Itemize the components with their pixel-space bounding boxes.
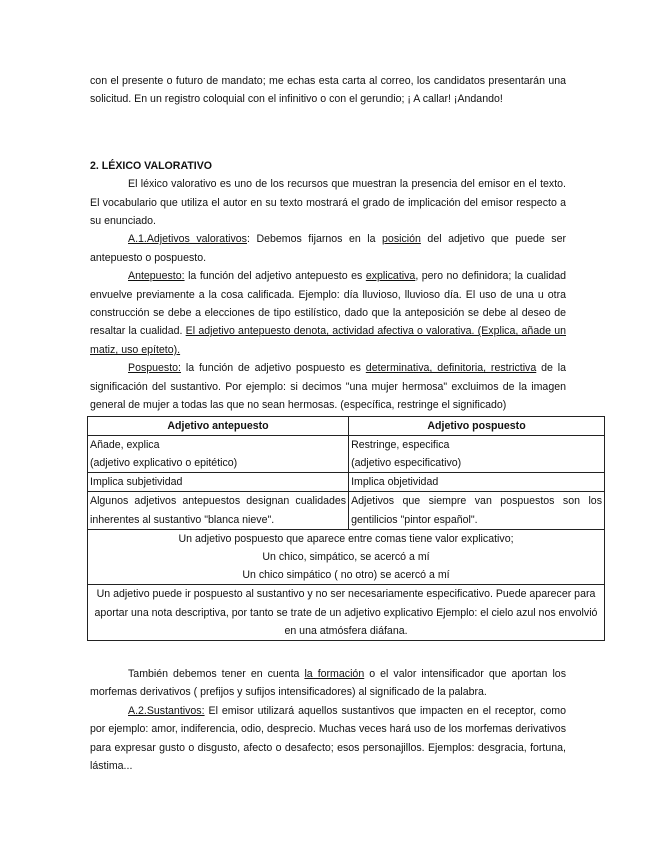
table-row [88,454,605,473]
table-row [88,473,605,492]
text-run: También debemos tener en cuenta [128,667,305,680]
table-header-row [88,416,605,435]
table-cell: (adjetivo explicativo o epitético) [88,454,349,473]
antepuesto-label: Antepuesto: [128,270,185,283]
formacion-paragraph [90,665,566,702]
posicion-term: posición [382,233,421,246]
explicativa-term: explicativa [365,270,416,283]
table-cell: Adjetivos que siempre van pospuestos son los gentilicios "pintor español". [349,492,605,529]
text-run: El emisor utilizará aquellos sustantivos que impacten en el receptor, como por ejemplo: amor, indiferencia, odio, desprecio. Muchas veces hará uso de los morfemas derivativos para expresar gusto o disgusto, afecto o desafecto; esos personajillos. Ejemplos: desgracia, fortuna, lástima... [90,704,566,772]
text-run: , pero no definidora; la cualidad envuelve previamente a la cosa calificada. Ejemplo: día lluvioso, lluvioso día. El uso de una u otra construcción se debe a elecciones de tipo estilístico, dado que la anteposición se debe al deseo de resaltar la cualidad. [90,270,567,338]
table-cell: Implica objetividad [349,473,605,492]
note-line: Un adjetivo pospuesto que aparece entre comas tiene valor explicativo; [178,532,514,545]
note-line: Un chico simpático ( no otro) se acercó a mí [242,569,450,582]
table-cell: (adjetivo especificativo) [349,454,605,473]
antepuesto-paragraph [90,267,566,359]
formacion-term: la formación [304,667,365,680]
table-final-row [88,585,605,641]
comparison-table [87,416,605,641]
text-run: : Debemos fijarnos en la [246,233,383,246]
table-note-row [88,529,605,585]
table-note-cell [88,529,605,585]
intro-paragraph: con el presente o futuro de mandato; me echas esta carta al correo, los candidatos presentarán una solicitud. En un registro coloquial con el infinitivo o con el gerundio; ¡ A callar! ¡Andando! [90,75,566,106]
document-page [90,72,602,775]
pospuesto-terms: determinativa, definitoria, restrictiva [365,362,537,375]
table-final-cell: Un adjetivo puede ir pospuesto al sustantivo y no ser necesariamente especificativo. Puede aparecer para aportar una nota descriptiva, por tanto se trate de un adjetivo explicativo Ejemplo: el cielo azul nos envolvió en una atmósfera diáfana. [88,585,605,641]
note-line: Un chico, simpático, se acercó a mí [262,550,430,563]
table-row [88,435,605,454]
table-row [88,492,605,529]
pospuesto-paragraph [90,359,566,414]
pospuesto-label: Pospuesto: [128,362,182,375]
section-heading: 2. LÉXICO VALORATIVO [90,159,213,172]
table-cell: Restringe, especifica [349,435,605,454]
text-run: o el valor intensificador que aportan los morfemas derivativos ( prefijos y sufijos intensificadores) al significado de la palabra. [90,667,566,699]
header-pospuesto: Adjetivo pospuesto [349,416,605,435]
text-run: la función de adjetivo pospuesto es [181,362,366,375]
text-run: del adjetivo que puede ser antepuesto o pospuesto. [90,233,566,264]
adjetivos-valorativos-paragraph [90,230,566,267]
table-cell: Implica subjetividad [88,473,349,492]
antepuesto-summary: El adjetivo antepuesto denota, actividad afectiva o valorativa. (Explica, añade un matiz, uso epíteto). [90,325,567,356]
table-cell: Algunos adjetivos antepuestos designan cualidades inherentes al sustantivo "blanca nieve". [88,492,349,529]
table-cell: Añade, explica [88,435,349,454]
text-run: de la significación del sustantivo. Por ejemplo: si decimos "una mujer hermosa" excluimos de la imagen general de mujer a todas las que no sean hermosas. (específica, restringe el significado) [90,362,566,412]
sustantivos-paragraph [90,702,566,776]
header-antepuesto: Adjetivo antepuesto [88,416,349,435]
section-paragraph-1: El léxico valorativo es uno de los recursos que muestran la presencia del emisor en el texto. El vocabulario que utiliza el autor en su texto mostrará el grado de implicación del emisor respecto a su enunciado. [90,178,566,228]
adjetivos-valorativos-label: A.1.Adjetivos valorativos [128,233,247,246]
sustantivos-label: A.2.Sustantivos: [128,704,205,717]
text-run: la función del adjetivo antepuesto es [184,270,366,283]
